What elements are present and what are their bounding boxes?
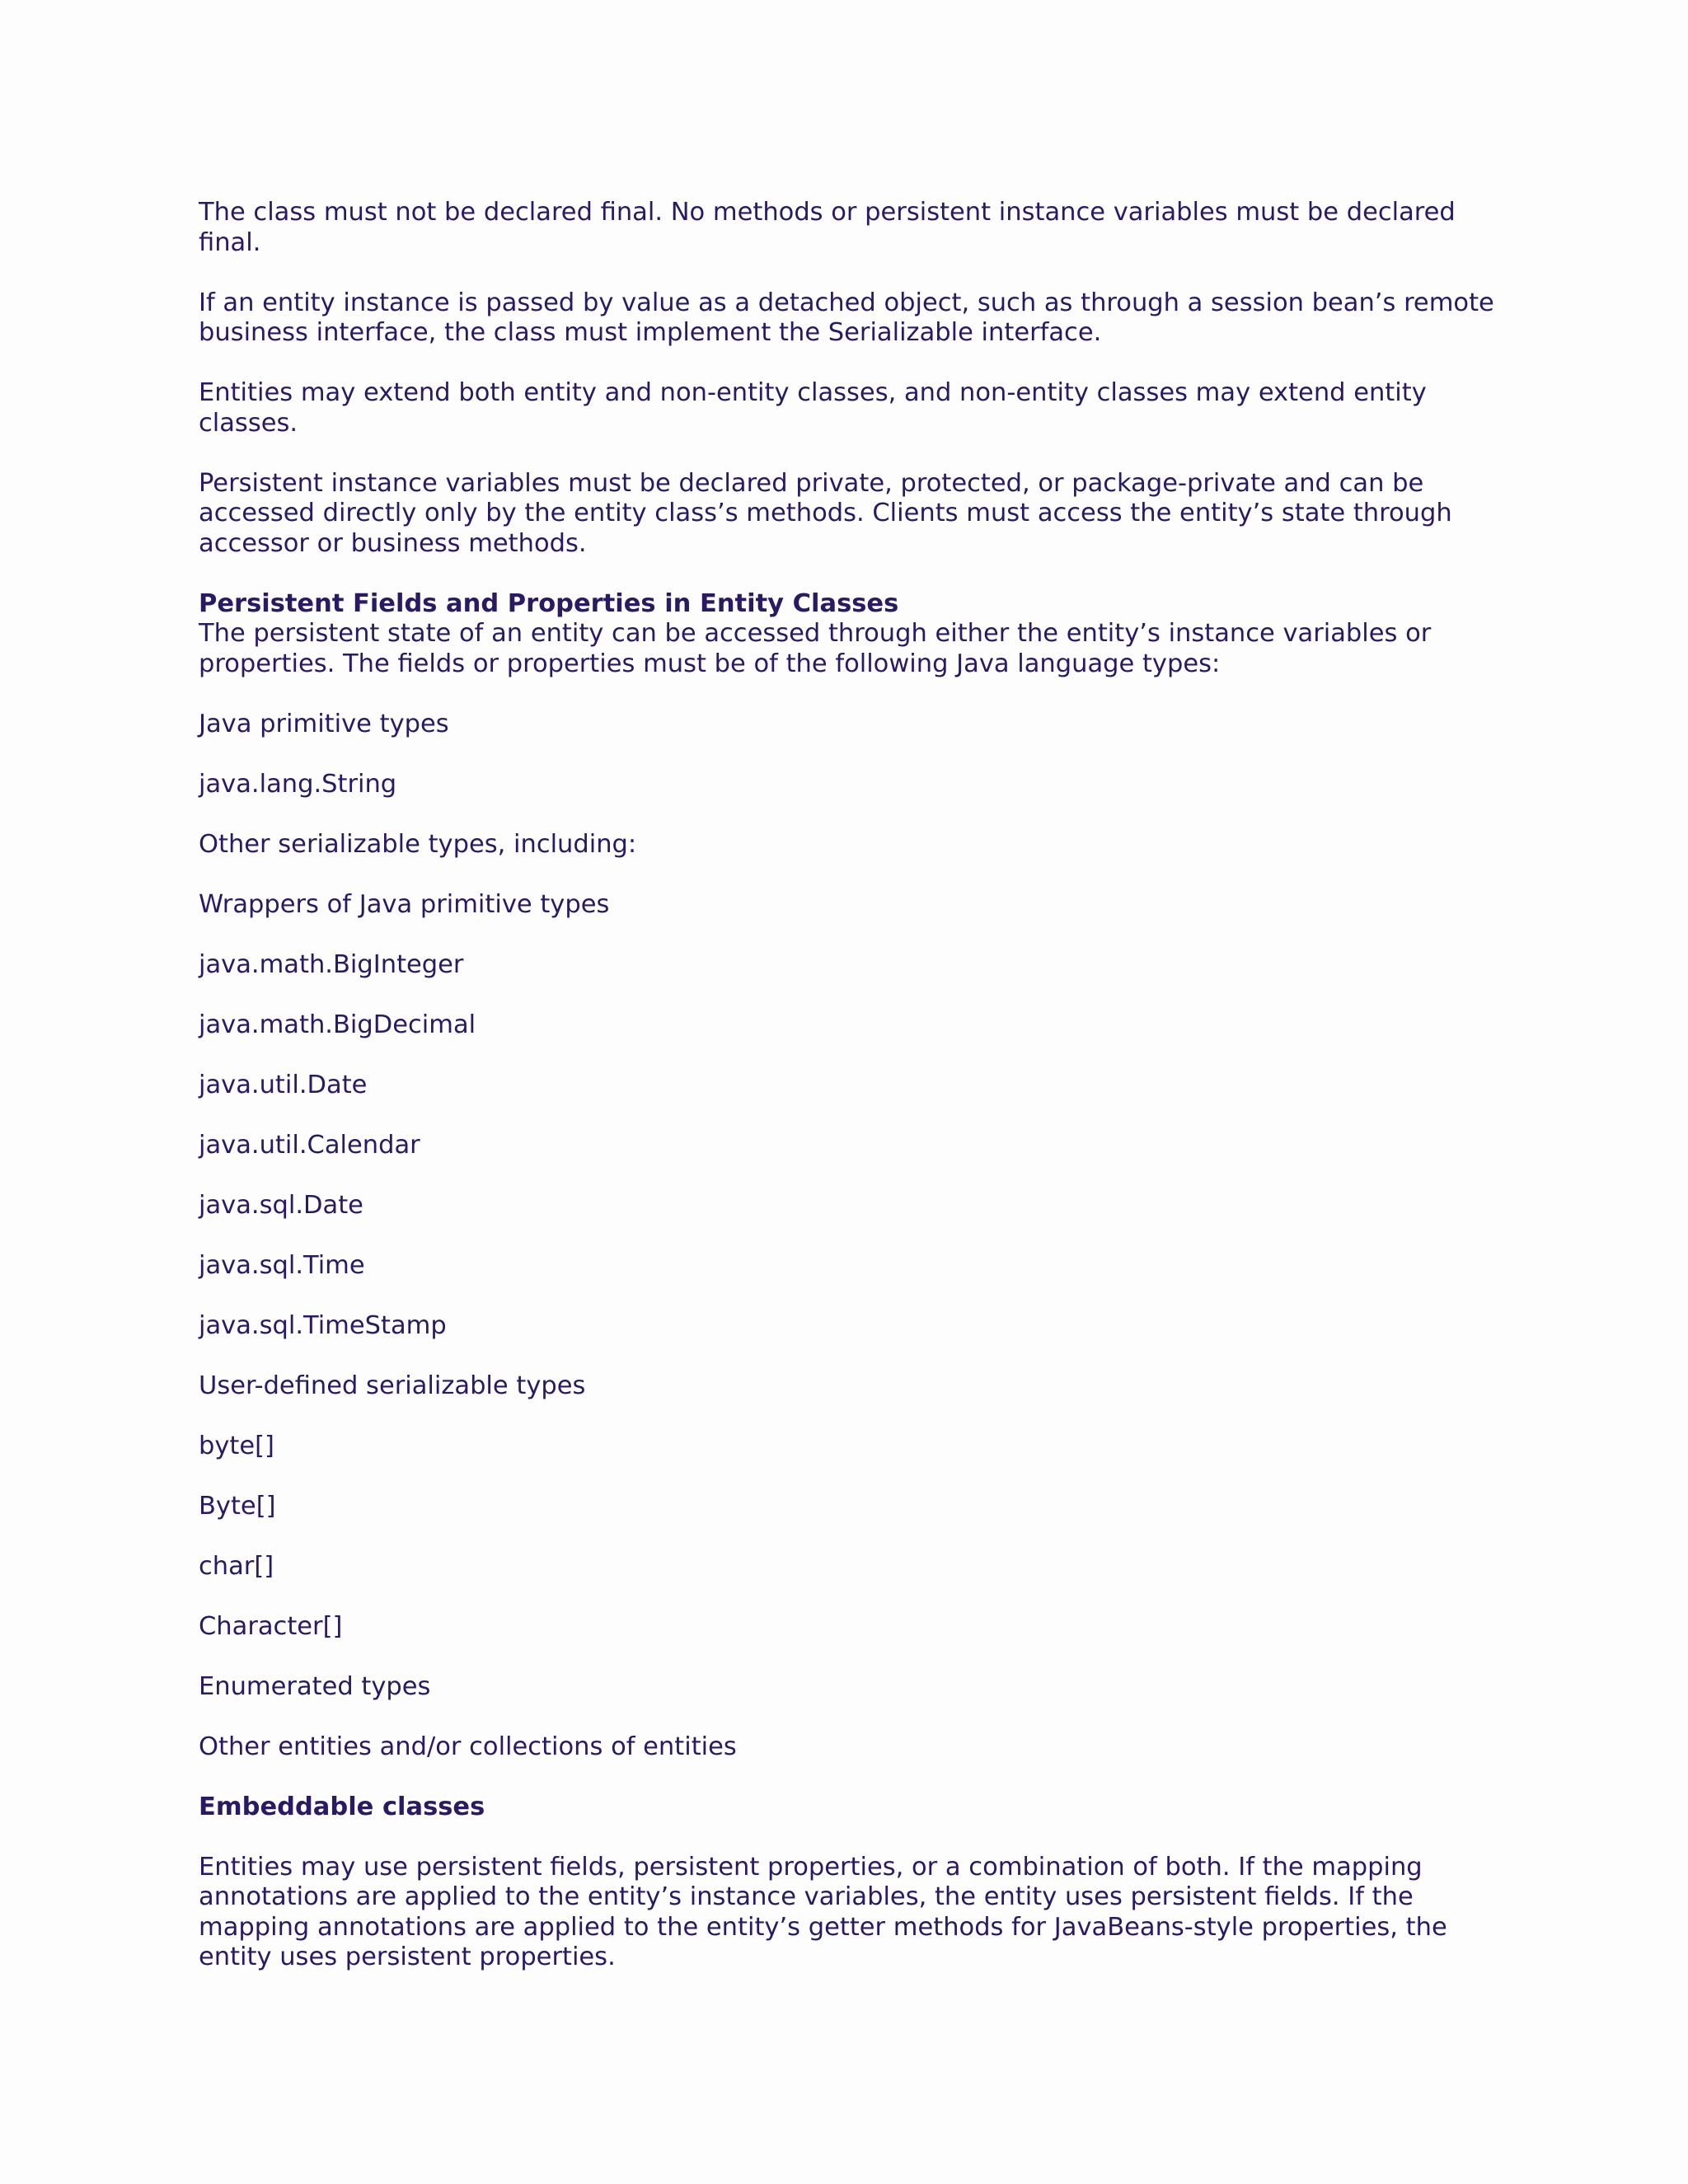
paragraph-instance-variables: Persistent instance variables must be declared private, protected, or package-private and can be accessed directly only by the entity class’s methods. Clients must access the entity’s state through accessor or business methods. — [199, 468, 1452, 558]
list-item: java.sql.TimeStamp — [199, 1310, 447, 1340]
list-item: Java primitive types — [199, 709, 449, 738]
list-item: Wrappers of Java primitive types — [199, 889, 610, 919]
paragraph-serializable: If an entity instance is passed by value as a detached object, such as through a session bean’s remote business interface, the class must implement the Serializable interface. — [199, 288, 1494, 347]
list-item: Other serializable types, including: — [199, 829, 637, 859]
list-item: Character[] — [199, 1611, 343, 1641]
document-page — [199, 198, 1509, 2003]
list-item: java.lang.String — [199, 769, 397, 799]
paragraph-final-class: The class must not be declared final. No methods or persistent instance variables must be declared final. — [199, 198, 1456, 257]
list-item: Byte[] — [199, 1491, 276, 1521]
list-item: User-defined serializable types — [199, 1371, 586, 1400]
paragraph-inheritance: Entities may extend both entity and non-entity classes, and non-entity classes may extend entity classes. — [199, 378, 1427, 438]
list-item: java.util.Calendar — [199, 1130, 420, 1160]
section-heading-persistent-fields: Persistent Fields and Properties in Entity Classes — [199, 588, 899, 618]
paragraph-persistent-state: The persistent state of an entity can be accessed through either the entity’s instance variables or properties. The fields or properties must be of the following Java language types: — [199, 619, 1432, 678]
list-item: Other entities and/or collections of entities — [199, 1732, 737, 1761]
paragraph-mapping-annotations: Entities may use persistent fields, persistent properties, or a combination of both. If the mapping annotations are applied to the entity’s instance variables, the entity uses persistent fields. If the mapping annotations are applied to the entity’s getter methods for JavaBeans-style properties, the entity uses persistent properties. — [199, 1852, 1447, 1971]
list-item: java.sql.Date — [199, 1190, 363, 1220]
list-item: java.math.BigDecimal — [199, 1010, 476, 1039]
list-item: char[] — [199, 1551, 274, 1581]
list-item: Enumerated types — [199, 1671, 431, 1701]
list-item: byte[] — [199, 1431, 274, 1460]
list-item: java.util.Date — [199, 1070, 368, 1099]
list-item: java.math.BigInteger — [199, 949, 464, 979]
types-list — [199, 710, 1509, 1763]
list-item: java.sql.Time — [199, 1250, 365, 1280]
section-heading-embeddable: Embeddable classes — [199, 1792, 485, 1821]
